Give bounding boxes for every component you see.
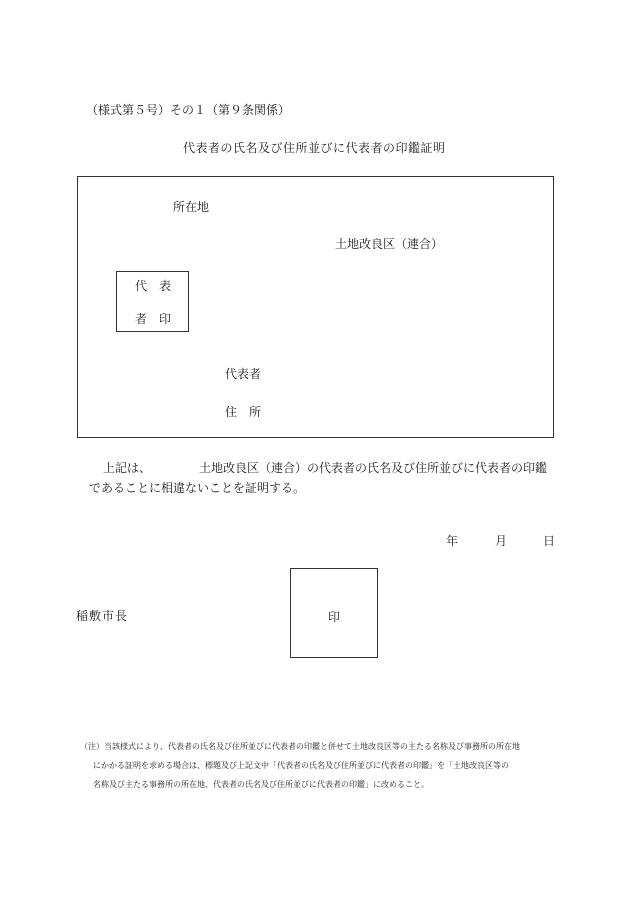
mayor-title: 稲敷市長	[76, 609, 129, 623]
page-title: 代表者の氏名及び住所並びに代表者の印鑑証明	[183, 141, 446, 155]
location-label: 所在地	[173, 200, 210, 214]
seal-box-line2: 者 印	[135, 312, 172, 326]
statement-line2: であることに相違ないことを証明する。	[89, 481, 306, 495]
date-year: 年	[446, 534, 459, 548]
note-line1: （注）当該様式により、代表者の氏名及び住所並びに代表者の印鑑と併せて土地改良区等の主たる名称及び事務所の所在地	[80, 742, 520, 751]
representative-seal-box	[116, 271, 189, 332]
statement-line1-start: 上記は、	[103, 461, 152, 475]
statement-line1-rest: 土地改良区（連合）の代表者の氏名及び住所並びに代表者の印鑑	[199, 461, 548, 475]
mayor-seal-box	[290, 568, 378, 658]
representative-label: 代表者	[225, 367, 262, 381]
org-name: 土地改良区（連合）	[335, 237, 444, 251]
date-month: 月	[495, 534, 508, 548]
note-line3: 名称及び主たる事務所の所在地、代表者の氏名及び住所並びに代表者の印鑑」に改めること。	[93, 780, 429, 789]
address-label: 住 所	[225, 405, 262, 419]
form-header: （様式第５号）その１（第９条関係）	[86, 103, 291, 117]
certificate-box	[77, 176, 554, 438]
mayor-seal-label: 印	[328, 610, 341, 624]
note-line2: にかかる証明を求める場合は、標題及び上記文中「代表者の氏名及び住所並びに代表者の印鑑」を「土地改良区等の	[93, 761, 509, 770]
date-day: 日	[543, 534, 556, 548]
seal-box-line1: 代 表	[135, 279, 172, 293]
